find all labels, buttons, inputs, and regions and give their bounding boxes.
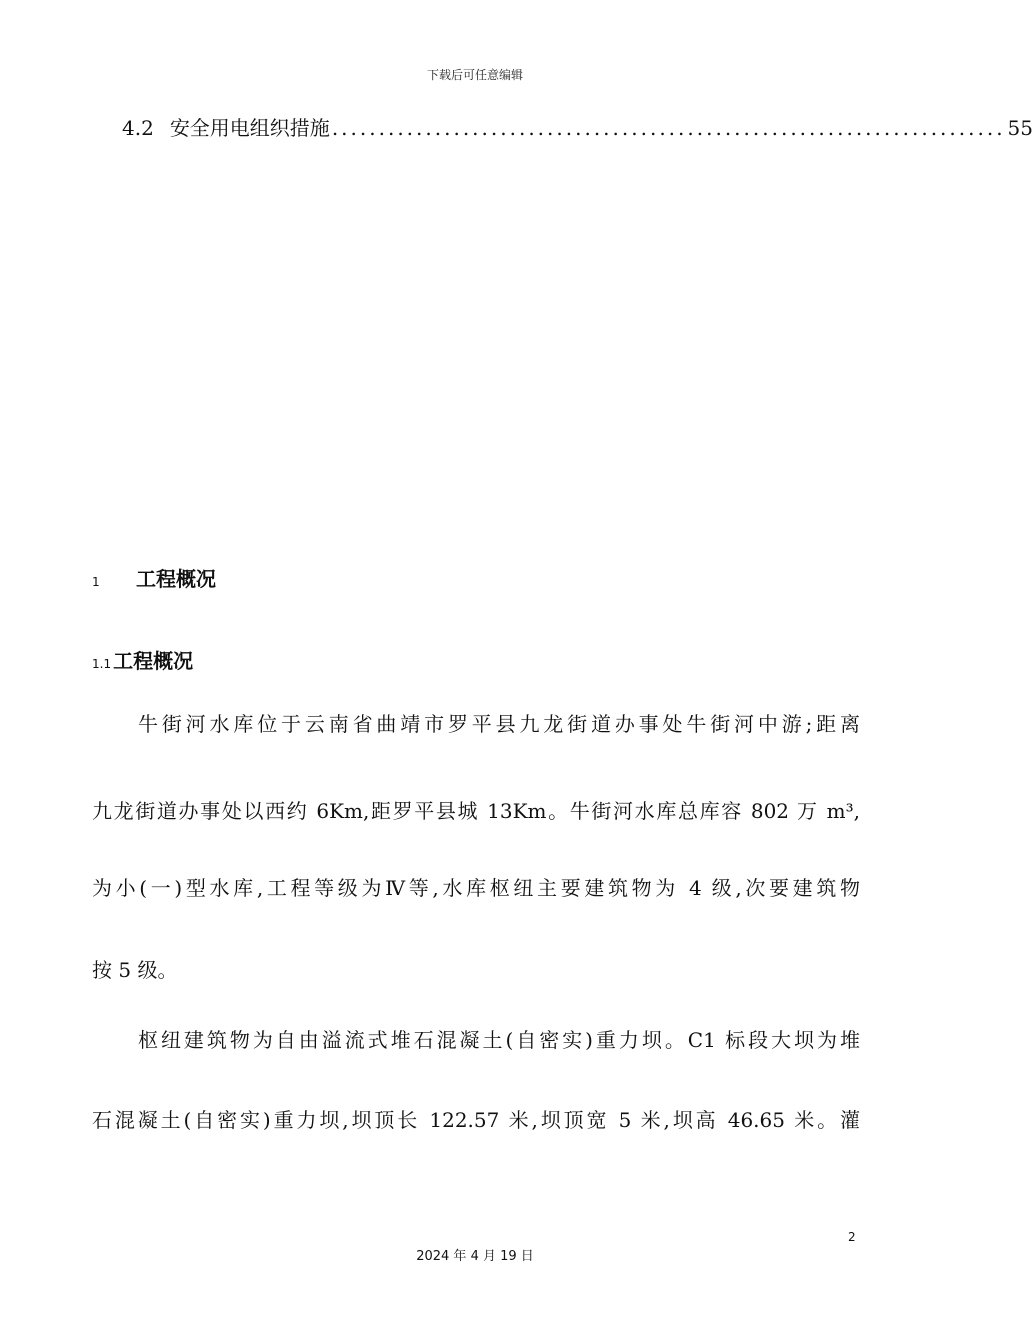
toc-dot-leader: ........................................................................: [331, 116, 1006, 140]
paragraph-line: 为小(一)型水库,工程等级为Ⅳ等,水库枢纽主要建筑物为 4 级,次要建筑物: [92, 876, 860, 900]
paragraph-line: 按 5 级。: [92, 958, 178, 982]
section-heading-1: [92, 563, 216, 592]
paragraph-line: 石混凝土(自密实)重力坝,坝顶长 122.57 米,坝顶宽 5 米,坝高 46.65 米。灌: [92, 1108, 860, 1132]
toc-entry-number: 4.2: [122, 116, 154, 140]
toc-entry[interactable]: [122, 114, 1033, 142]
header-note: 下载后可任意编辑: [426, 68, 523, 82]
section-title: 工程概况: [136, 567, 216, 591]
subsection-title: 工程概况: [113, 649, 194, 673]
paragraph-line: 牛街河水库位于云南省曲靖市罗平县九龙街道办事处牛街河中游;距离: [138, 712, 860, 736]
subsection-heading-1-1: [92, 645, 193, 674]
paragraph-line: 枢纽建筑物为自由溢流式堆石混凝土(自密实)重力坝。C1 标段大坝为堆: [138, 1028, 860, 1052]
toc-entry-page: 55: [1007, 116, 1033, 140]
toc-entry-title: 安全用电组织措施: [169, 116, 330, 140]
footer-date: 2024 年 4 月 19 日: [416, 1249, 534, 1264]
page-number: 2: [848, 1230, 856, 1244]
subsection-number: 1.1: [92, 657, 112, 671]
paragraph-line: 九龙街道办事处以西约 6Km,距罗平县城 13Km。牛街河水库总库容 802 万 m³,: [92, 799, 860, 823]
section-number: 1: [92, 575, 100, 589]
